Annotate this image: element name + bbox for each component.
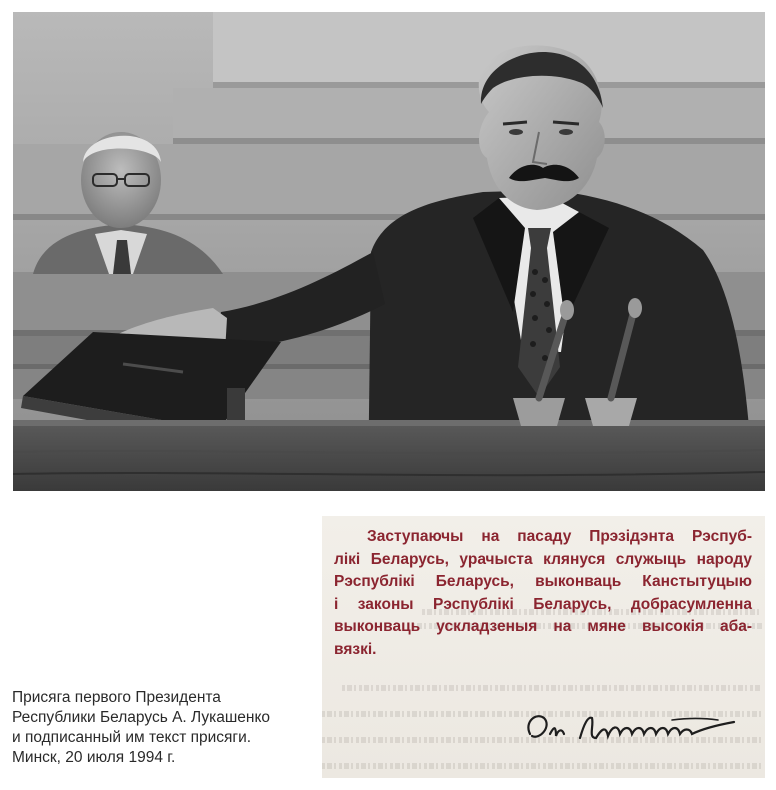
oath-line: Заступаючы на пасаду Прэзідэнта Рэспуб- [367, 528, 752, 545]
oath-document [322, 516, 765, 778]
caption-line: Присяга первого Президента [12, 689, 221, 706]
photo-caption [12, 688, 312, 768]
oath-photo [13, 12, 765, 491]
oath-line: лікі Беларусь, урачыста клянуся служыць народу [334, 550, 752, 568]
caption-line: Минск, 20 июля 1994 г. [12, 749, 176, 766]
oath-line: вязкі. [334, 640, 377, 658]
oath-text [334, 526, 752, 661]
caption-line: Республики Беларусь А. Лукашенко [12, 709, 271, 726]
handwritten-signature [522, 704, 742, 752]
oath-line: і законы Рэспублікі Беларусь, добрасумленна [334, 595, 752, 613]
oath-line: Рэспублікі Беларусь, выконваць Канстытуцыю [334, 573, 752, 590]
oath-line: выконваць ускладзеныя на мяне высокія аба- [334, 618, 752, 635]
caption-line: и подписанный им текст присяги. [12, 729, 252, 746]
